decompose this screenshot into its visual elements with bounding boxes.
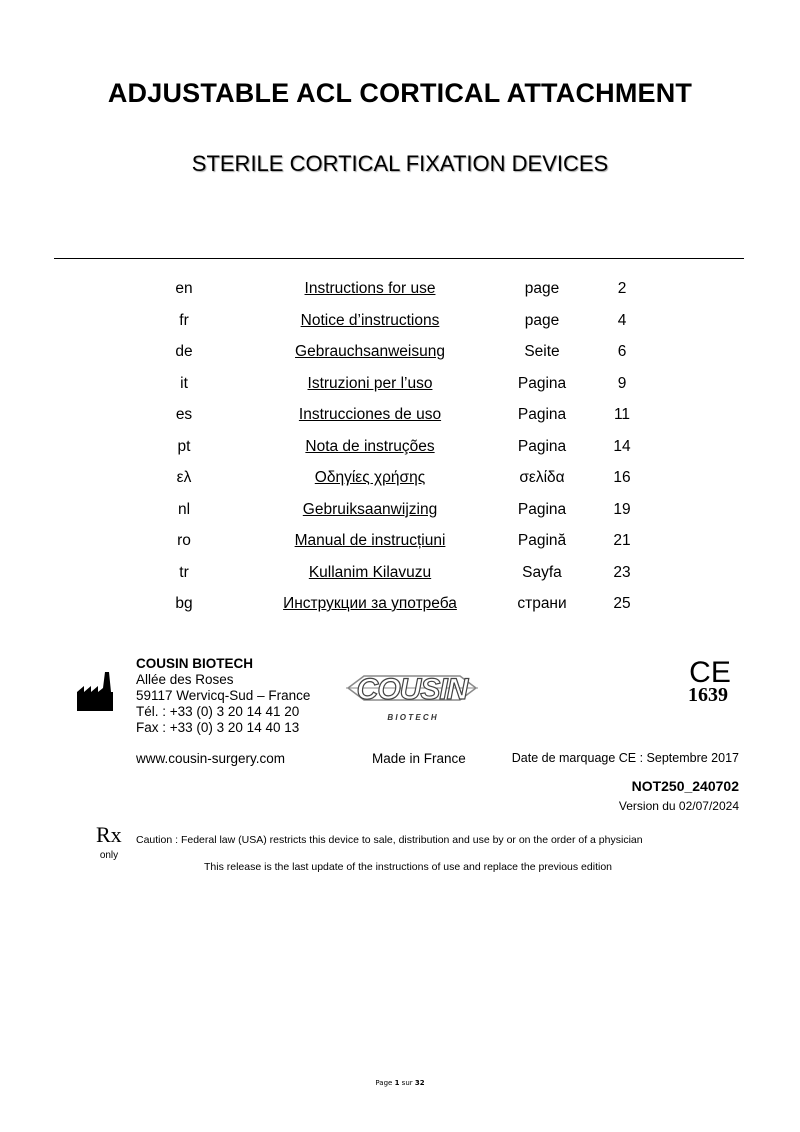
manufacturer-address xyxy=(136,656,310,736)
toc-row-bg xyxy=(0,591,800,623)
toc-link-title[interactable]: Instrucciones de uso xyxy=(298,406,442,423)
toc-language-code: bg xyxy=(175,595,193,612)
toc-page-word: Pagina xyxy=(517,437,567,455)
release-note: This release is the last update of the instructions of use and replace the previous edition xyxy=(204,861,612,873)
manufacturer-city: 59117 Wervicq-Sud – France xyxy=(136,688,311,703)
document-subtitle: STERILE CORTICAL FIXATION DEVICES xyxy=(191,151,609,176)
rx-prescription-icon xyxy=(94,820,124,850)
toc-link-title[interactable]: Kullanim Kilavuzu xyxy=(308,563,432,581)
toc-language-code: es xyxy=(175,406,193,423)
ce-mark-letters: CE xyxy=(689,656,731,689)
toc-link-title[interactable]: Gebruiksaanwijzing xyxy=(302,500,438,518)
toc-language-code: fr xyxy=(179,311,189,329)
toc-language-code: de xyxy=(175,343,193,360)
toc-row-ελ xyxy=(0,465,800,497)
document-version: Version du 02/07/2024 xyxy=(618,799,739,813)
toc-page-word: страни xyxy=(517,595,567,612)
toc-page-number: 11 xyxy=(613,406,631,423)
logo-subtitle: B I O T E C H xyxy=(387,713,437,722)
toc-language-code: pt xyxy=(177,437,191,455)
toc-page-number: 6 xyxy=(617,343,627,360)
toc-language-code: nl xyxy=(177,500,191,518)
toc-language-code: tr xyxy=(179,563,189,581)
toc-link-title[interactable]: Manual de instrucțiuni xyxy=(294,532,446,549)
toc-link-title[interactable]: Instructions for use xyxy=(304,280,436,297)
toc-link-title[interactable]: Notice d’instructions xyxy=(300,311,440,329)
toc-page-number: 25 xyxy=(613,595,631,612)
caution-statement: Caution : Federal law (USA) restricts this device to sale, distribution and use by or on the order of a physician xyxy=(136,834,643,846)
rx-symbol: Rx xyxy=(96,822,122,847)
manufacturer-street: Allée des Roses xyxy=(136,672,234,687)
toc-language-code: ro xyxy=(177,532,191,549)
toc-page-number: 14 xyxy=(613,437,631,455)
toc-row-ro xyxy=(0,528,800,560)
page-footer xyxy=(0,1079,800,1087)
toc-link-title[interactable]: Istruzioni per l’uso xyxy=(307,374,433,392)
title-divider xyxy=(54,258,744,259)
cousin-biotech-logo xyxy=(346,662,478,726)
notified-body-number: 1639 xyxy=(688,684,728,706)
toc-page-number: 21 xyxy=(613,532,631,549)
toc-page-number: 23 xyxy=(613,563,631,581)
toc-row-it xyxy=(0,371,800,403)
document-reference: NOT250_240702 xyxy=(631,778,739,794)
toc-row-es xyxy=(0,402,800,434)
toc-page-word: Sayfa xyxy=(522,563,562,581)
toc-language-code: it xyxy=(180,374,188,392)
manufacturer-phone: Tél. : +33 (0) 3 20 14 41 20 xyxy=(136,704,300,719)
toc-link-title[interactable]: Οδηγίες χρήσης xyxy=(314,469,426,486)
country-of-origin: Made in France xyxy=(372,751,466,766)
toc-row-en xyxy=(0,276,800,308)
logo-wordmark: COUSIN xyxy=(356,673,468,706)
manufacturer-name: COUSIN BIOTECH xyxy=(136,656,254,671)
toc-row-pt xyxy=(0,434,800,466)
toc-page-number: 19 xyxy=(613,500,631,518)
toc-page-number: 16 xyxy=(613,469,631,486)
toc-page-word: Seite xyxy=(524,343,560,360)
document-title: ADJUSTABLE ACL CORTICAL ATTACHMENT xyxy=(107,78,693,108)
toc-page-word: Pagină xyxy=(517,532,567,549)
toc-row-fr xyxy=(0,308,800,340)
toc-page-word: Pagina xyxy=(517,374,567,392)
toc-link-title[interactable]: Gebrauchsanweisung xyxy=(295,343,445,360)
toc-link-title[interactable]: Инструкции за употреба xyxy=(283,595,457,612)
toc-page-word: Pagina xyxy=(517,406,567,423)
toc-row-nl xyxy=(0,497,800,529)
toc-link-title[interactable]: Nota de instruções xyxy=(305,437,435,455)
footer-page-label: Page xyxy=(375,1079,393,1087)
toc-row-de xyxy=(0,339,800,371)
toc-page-word: page xyxy=(524,280,560,297)
ce-marking-date: Date de marquage CE : Septembre 2017 xyxy=(511,751,739,765)
manufacturer-fax: Fax : +33 (0) 3 20 14 40 13 xyxy=(136,720,300,735)
toc-page-word: Pagina xyxy=(517,500,567,518)
website-link[interactable]: www.cousin-surgery.com xyxy=(136,751,286,766)
footer-of-label: sur xyxy=(401,1079,413,1087)
language-table-of-contents xyxy=(0,276,800,623)
rx-only-label: only xyxy=(99,850,119,861)
toc-page-word: page xyxy=(524,311,560,329)
toc-row-tr xyxy=(0,560,800,592)
toc-page-number: 9 xyxy=(617,374,627,392)
toc-page-word: σελίδα xyxy=(519,469,565,486)
footer-page-total: 32 xyxy=(414,1079,425,1087)
toc-language-code: en xyxy=(175,280,193,297)
toc-page-number: 2 xyxy=(617,280,627,297)
toc-language-code: ελ xyxy=(176,469,192,486)
footer-page-current: 1 xyxy=(394,1079,400,1087)
manufacturer-factory-icon xyxy=(76,672,114,712)
toc-page-number: 4 xyxy=(617,311,627,329)
